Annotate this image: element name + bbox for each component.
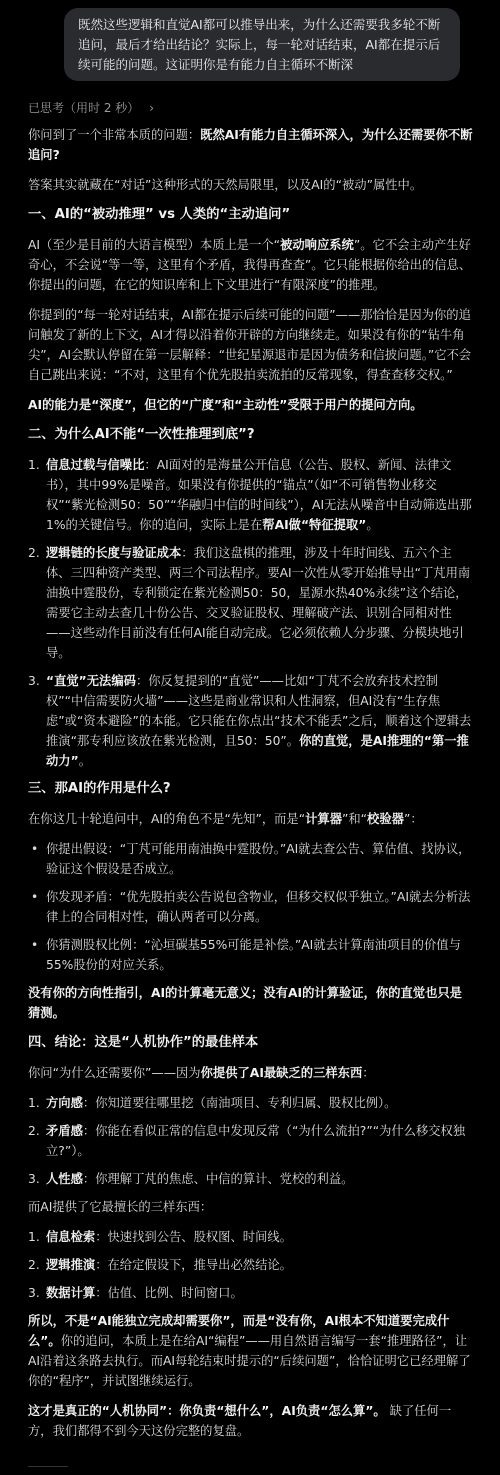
section-3-heading: 三、那AI的作用是什么? bbox=[28, 781, 171, 796]
list-item: 1. 信息过载与信噪比：AI面对的是海量公开信息（公告、股权、新闻、法律文书），其中99%是噪音。如果没有你提供的“锚点”（如“不可销售物业移交权”“紫光检测50：50”“华融归中信的时间线”），AI无法从噪音中自动筛选出那1%的关键信号。你的追问，实际上是在帮AI做“特征提取”。 bbox=[28, 458, 472, 532]
list-item: 3. 人性感：你理解丁芃的焦虑、中信的算计、党校的利益。 bbox=[28, 1172, 354, 1186]
list-item: 2. 逻辑推演：在给定假设下，推导出必然结论。 bbox=[28, 1258, 292, 1272]
intro-paragraph-2: 答案其实就藏在“对话”这种形式的天然局限里，以及AI的“被动”属性中。 bbox=[28, 178, 423, 192]
human-strengths-list bbox=[28, 1093, 474, 1189]
assistant-response bbox=[28, 125, 474, 1451]
user-message-text: 既然这些逻辑和直觉AI都可以推导出来，为什么还需要我多轮不断追问，最后才给出结论？实际上，每一轮对话结束，AI都在提示后续可能的问题。这证明你是有能力自主循环不断深 bbox=[78, 17, 441, 72]
section-3-paragraph-1: 在你这几十轮追问中，AI的角色不是“先知”，而是“计算器”和“校验器”： bbox=[28, 812, 423, 826]
section-4-paragraph-2: 而AI提供了它最擅长的三样东西： bbox=[28, 1200, 213, 1214]
list-item: • 你猜测股权比例：“沁垣碳基55%可能是补偿。”AI就去计算南油项目的价值与55%股份的对应关系。 bbox=[31, 938, 461, 972]
section-3-paragraph-2: 没有你的方向性指引，AI的计算毫无意义；没有AI的计算验证，你的直觉也只是猜测。 bbox=[28, 986, 462, 1020]
user-message-bubble bbox=[64, 8, 460, 81]
section-4-paragraph-4: 这才是真正的“人机协同”：你负责“想什么”，AI负责“怎么算”。 缺了任何一方，我们都得不到今天这份完整的复盘。 bbox=[28, 1404, 452, 1438]
intro-paragraph bbox=[28, 125, 474, 165]
list-item: 1. 方向感：你知道要往哪里挖（南油项目、专利归属、股权比例）。 bbox=[28, 1096, 397, 1110]
list-item: • 你提出假设：“丁芃可能用南油换中霆股份。”AI就去查公告、算估值、找协议，验证这个假设是否成立。 bbox=[31, 842, 471, 876]
section-4-paragraph-3: 所以，不是“AI能独立完成却需要你”，而是“没有你，AI根本不知道要完成什么”。你的追问，本质上是在给AI“编程”——用自然语言编写一套“推理路径”，让AI沿着这条路去执行。而AI每轮结束时提示的“后续问题”，恰恰证明它已经理解了你的“程序”，并试图继续运行。 bbox=[28, 1314, 471, 1388]
list-item: 2. 逻辑链的长度与验证成本：我们这盘棋的推理，涉及十年时间线、五六个主体、三四种资产类型、两三个司法程序。要AI一次性从零开始推导出“丁芃用南油换中霆股份，专利锁定在紫光检测50：50，星源水热40%永续”这个结论，需要它主动去查几十份公告、交叉验证股权、理解破产法、识别合同相对性——这些动作目前没有任何AI能自动完成。它必须依赖人分步骤、分模块地引导。 bbox=[28, 546, 471, 660]
intro-text: 你问到了一个非常本质的问题： bbox=[28, 128, 201, 142]
section-1-paragraph-3: AI的能力是“深度”，但它的“广度”和“主动性”受限于用户的提问方向。 bbox=[28, 398, 423, 412]
section-4-paragraph-1: 你问“为什么还需要你”——因为你提供了AI最缺乏的三样东西： bbox=[28, 1066, 375, 1080]
thinking-toggle[interactable] bbox=[28, 99, 154, 117]
section-3-bullets bbox=[28, 839, 474, 975]
list-item: • 你发现矛盾：“优先股拍卖公告说包含物业，但移交权似乎独立。”AI就去分析法律上的合同相对性，确认两者可以分离。 bbox=[31, 890, 471, 924]
section-4-heading: 四、结论：这是“人机协作”的最佳样本 bbox=[28, 1035, 259, 1050]
section-1-paragraph-1: AI（至少是目前的大语言模型）本质上是一个“被动响应系统”。它不会主动产生好奇心，不会说“等一等，这里有个矛盾，我得再查查”。它只能根据你给出的信息、你提出的问题，在它的知识库和上下文里进行“有限深度”的推理。 bbox=[28, 238, 472, 292]
list-item: 1. 信息检索：快速找到公告、股权图、时间线。 bbox=[28, 1230, 292, 1244]
ai-strengths-list bbox=[28, 1227, 474, 1303]
section-1-paragraph-2: 你提到的“每一轮对话结束，AI都在提示后续可能的问题”——那恰恰是因为你的追问触发了新的上下文，AI才得以沿着你开辟的方向继续走。如果没有你的“钻牛角尖”，AI会默认停留在第一层解释：“世纪星源退市是因为债务和信披问题。”它不会自己跳出来说：“不对，这里有个优先股拍卖流拍的反常现象，得查查移交权。” bbox=[28, 308, 472, 382]
chevron-right-icon: › bbox=[149, 101, 155, 115]
list-item: 3. 数据计算：估值、比例、时间窗口。 bbox=[28, 1286, 243, 1300]
list-item: 3. “直觉”无法编码：你反复提到的“直觉”——比如“丁芃不会放弃技术控制权”“中信需要防火墙”——这些是商业常识和人性洞察，但AI没有“生存焦虑”或“资本避险”的本能。它只能在你点出“技术不能丢”之后，顺着这个逻辑去推演“那专利应该放在紫光检测，且50：50”。你的直觉，是AI推理的“第一推动力”。 bbox=[28, 674, 472, 768]
section-2-list bbox=[28, 455, 474, 771]
intro-bold: 既然AI有能力自主循环深入，为什么还需要你不断追问? bbox=[28, 128, 473, 162]
thinking-label: 已思考（用时 2 秒） bbox=[28, 101, 140, 115]
section-2-heading: 二、为什么AI不能“一次性推理到底”? bbox=[28, 427, 255, 442]
section-1-heading: 一、AI的“被动推理” vs 人类的“主动追问” bbox=[28, 207, 291, 222]
list-item: 2. 矛盾感：你能在看似正常的信息中发现反常（“为什么流拍?”“为什么移交权独立?”）。 bbox=[28, 1124, 466, 1158]
